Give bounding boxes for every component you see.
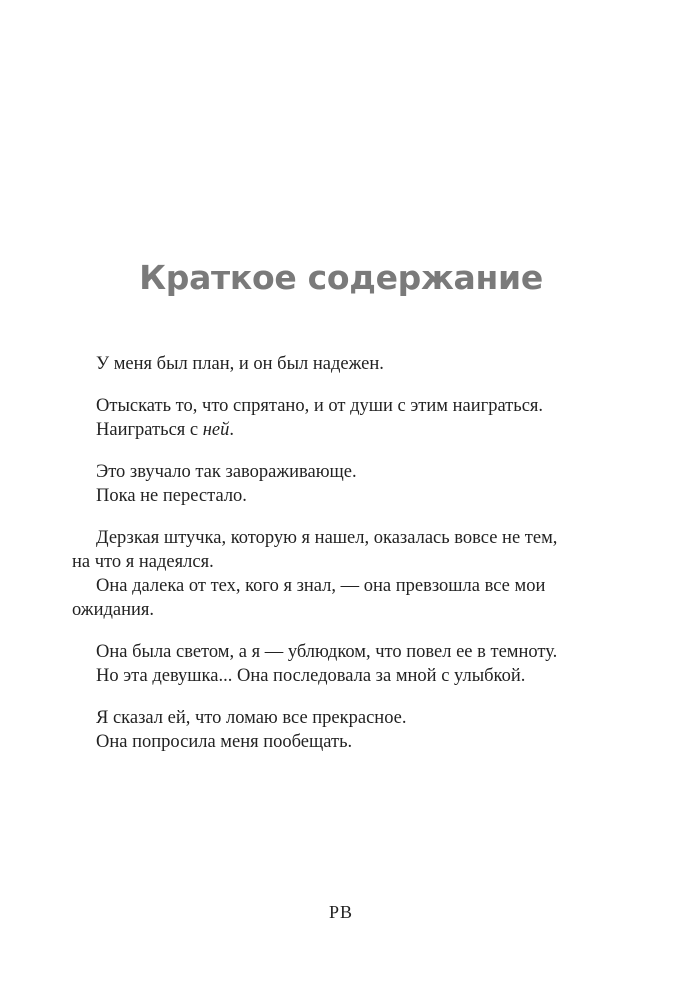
text-fragment: Наиграться с xyxy=(96,420,203,440)
text-fragment: . xyxy=(229,420,235,440)
text-line: ожидания. xyxy=(72,600,155,620)
paragraph-5 xyxy=(96,640,586,688)
paragraph-3 xyxy=(96,460,586,508)
page-title: Краткое содержание xyxy=(139,258,543,297)
text-line: Дерзкая штучка, которую я нашел, оказалась вовсе не тем, xyxy=(96,528,558,548)
text-line xyxy=(96,418,586,442)
text-line: Отыскать то, что спрятано, и от души с этим наиграться. xyxy=(96,396,544,416)
text-line: Она попросила меня пообещать. xyxy=(96,732,353,752)
text-line: Это звучало так завораживающе. xyxy=(96,462,357,482)
paragraph-4 xyxy=(72,526,586,622)
text-line: Но эта девушка... Она последовала за мной с улыбкой. xyxy=(96,666,526,686)
text-line: Пока не перестало. xyxy=(96,486,247,506)
paragraph-1 xyxy=(96,352,586,376)
emphasis-text: ней xyxy=(202,420,230,440)
text-line: У меня был план, и он был надежен. xyxy=(96,354,384,374)
text-line: на что я надеялся. xyxy=(72,552,214,572)
text-line: Она далека от тех, кого я знал, — она превзошла все мои xyxy=(96,576,546,596)
text-line: Я сказал ей, что ломаю все прекрасное. xyxy=(96,708,407,728)
paragraph-2 xyxy=(96,394,586,442)
text-line: Она была светом, а я — ублюдком, что повел ее в темноту. xyxy=(96,642,558,662)
page-footer: РВ xyxy=(328,902,354,922)
summary-text xyxy=(72,352,586,772)
paragraph-6 xyxy=(96,706,586,754)
